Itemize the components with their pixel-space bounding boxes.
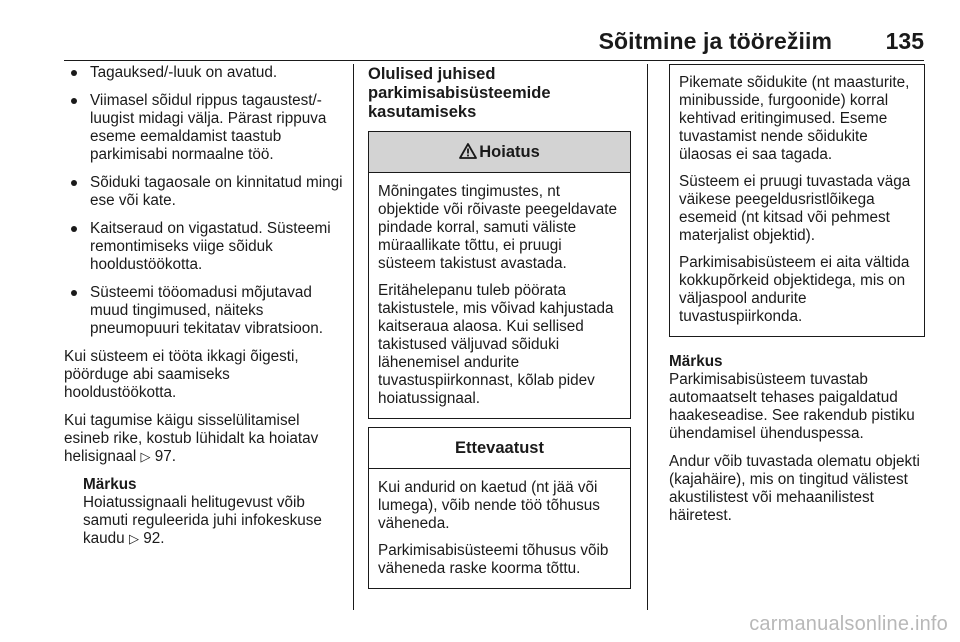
column-3 bbox=[669, 64, 925, 535]
note-title: Märkus bbox=[669, 353, 723, 370]
malfunction-bullet-list bbox=[64, 64, 345, 338]
note-text: Hoiatussignaali helitugevust võib samuti reguleerida juhi infokeskuse kaudu ▷ 92. bbox=[83, 494, 322, 547]
warning-box-title: Hoiatus bbox=[479, 143, 540, 161]
note-title: Märkus bbox=[83, 476, 137, 493]
warning-paragraph: Mõningates tingimustes, nt objektide või rõivaste peegeldavate pindade korral, samuti väliste müraallikate tõttu, ei pruugi süsteem takistust avastada. bbox=[378, 183, 617, 272]
warning-box-continued bbox=[669, 64, 925, 337]
paragraph-false-echo: Andur võib tuvastada olematu objekti (kajahäire), mis on tingitud välistest akustilistest või mehaanilistest häiretest. bbox=[669, 453, 920, 524]
chapter-title: Sõitmine ja töörežiim bbox=[598, 28, 832, 54]
header-rule bbox=[64, 60, 924, 61]
bullet-dot-icon bbox=[71, 226, 77, 232]
page-reference[interactable]: 92. bbox=[143, 530, 165, 547]
watermark: carmanualsonline.info bbox=[749, 613, 948, 635]
bullet-dot-icon bbox=[71, 98, 77, 104]
caution-box-title: Ettevaatust bbox=[455, 439, 544, 457]
warning-paragraph: Parkimisabisüsteem ei aita vältida kokkupõrkeid objektidega, mis on väljaspool andurite tuvastuspiirkonda. bbox=[679, 254, 910, 325]
column-2 bbox=[368, 64, 631, 597]
warning-triangle-icon bbox=[459, 143, 477, 159]
note-text: Parkimisabisüsteem tuvastab automaatselt tehases paigaldatud haakeseadise. See rakendub pistiku ühendamisel ühenduspessa. bbox=[669, 371, 915, 442]
page-number: 135 bbox=[885, 28, 924, 54]
warning-box-continued-body bbox=[670, 65, 924, 336]
page-reference-arrow-icon[interactable]: ▷ bbox=[140, 449, 151, 464]
paragraph-workshop: Kui süsteem ei tööta ikkagi õigesti, pöörduge abi saamiseks hooldustöökotta. bbox=[64, 348, 299, 401]
list-item: Kaitseraud on vigastatud. Süsteemi remontimiseks viige sõiduk hooldustöökotta. bbox=[64, 220, 345, 274]
bullet-dot-icon bbox=[71, 290, 77, 296]
caution-box bbox=[368, 427, 631, 589]
column-divider-1 bbox=[353, 64, 354, 610]
list-item: Viimasel sõidul rippus tagaustest/-luugist midagi välja. Pärast rippuva eseme eemaldamist taastub parkimisabi normaalne töö. bbox=[64, 92, 345, 164]
caution-paragraph: Parkimisabisüsteemi tõhusus võib väheneda raske koorma tõttu. bbox=[378, 542, 609, 577]
column-1 bbox=[64, 64, 345, 548]
caution-paragraph: Kui andurid on kaetud (nt jää või lumega), võib nende töö tõhusus väheneda. bbox=[378, 479, 600, 532]
column-divider-2 bbox=[647, 64, 648, 610]
list-item: Sõiduki tagaosale on kinnitatud mingi ese või kate. bbox=[64, 174, 345, 210]
caution-box-header bbox=[369, 428, 630, 469]
warning-paragraph: Pikemate sõidukite (nt maasturite, minibusside, furgoonide) korral kehtivad eritingimused. Eseme tuvastamist nende sõidukite ülaosas ei saa tagada. bbox=[679, 74, 910, 163]
page-header bbox=[0, 8, 924, 52]
page-reference[interactable]: 97. bbox=[154, 448, 177, 465]
paragraph-reverse-gear: Kui tagumise käigu sisselülitamisel esineb rike, kostub lühidalt ka hoiatav helisignaal ▷ 97. bbox=[64, 412, 319, 465]
warning-box-body bbox=[369, 173, 630, 418]
page-reference-arrow-icon[interactable]: ▷ bbox=[128, 531, 139, 546]
warning-box-header bbox=[369, 132, 630, 173]
note-block bbox=[83, 476, 345, 548]
note-block bbox=[669, 353, 925, 443]
bullet-dot-icon bbox=[71, 180, 77, 186]
list-item: Süsteemi tööomadusi mõjutavad muud tingimused, näiteks pneumopuuri tekitatav vibratsioon. bbox=[64, 284, 345, 338]
warning-paragraph: Süsteem ei pruugi tuvastada väga väikese peegeldusristlõikega esemeid (nt kitsad või pehmest materjalist objektid). bbox=[679, 173, 911, 244]
warning-paragraph: Eritähelepanu tuleb pöörata takistustele, mis võivad kahjustada kaitseraua alaosa. Kui sellised takistused väljuvad sõiduki lähenemisel andurite tuvastuspiirkonnast, kõlab pidev hoiatussignaal. bbox=[378, 282, 614, 407]
warning-box bbox=[368, 131, 631, 419]
section-heading: Olulised juhised parkimisabisüsteemide kasutamiseks bbox=[368, 65, 551, 121]
list-item: Tagauksed/-luuk on avatud. bbox=[64, 64, 345, 82]
caution-box-body bbox=[369, 469, 630, 588]
bullet-dot-icon bbox=[71, 70, 77, 76]
